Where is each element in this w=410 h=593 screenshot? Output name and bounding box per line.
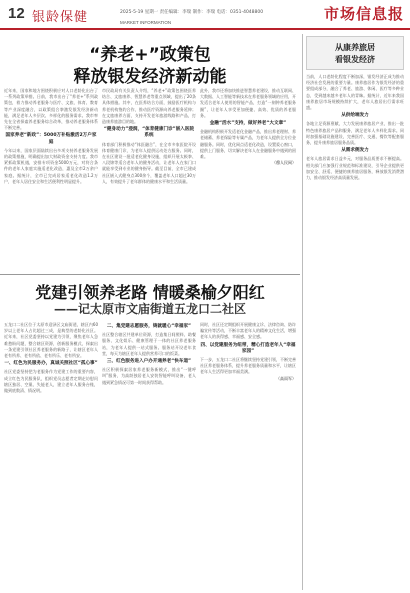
section-en: MARKET INFORMATION xyxy=(120,20,172,25)
story2-col3-text: 同时，社区还定期组织开展健康义诊、法律咨询、防诈骗宣传等活动，不断丰富老年人的精神文化生活，增强老年人的获得感、幸福感、安全感。 xyxy=(200,322,296,340)
story1-col1-subhead: 国家养老“新政”：5000万补贴激活2万户家庭 xyxy=(5,133,97,145)
story1-headline-line2: 释放银发经济新动能 xyxy=(73,67,227,87)
story-divider xyxy=(0,274,300,275)
story2-col3b-text: 下一步，五龙口二社区将继续坚持党建引领，不断完善社区养老服务体系，提升养老服务质量和水平，让辖区老年人生活得更加幸福美满。 xyxy=(200,357,296,375)
story1-col2 xyxy=(102,88,196,270)
story1-col1b-text: 今年以来，国家层面陆续出台多项支持养老服务发展的政策措施，明确提出加大财政资金支持力度。我市紧抓政策机遇，安排专项资金5000万元，对符合条件的老年人家庭实施适老化改造，惠及全市2万余户家庭。据统计，全市已完成居家适老化改造1.2万户，老年人居住安全和生活便利性明显提升。 xyxy=(4,147,98,184)
right-col-text: 当前，人口老龄化程度不断加深，银发经济正成为推动经济社会发展的重要力量。康养旅居作为银发经济的重要组成部分，融合了养老、旅游、休闲、医疗等多种业态，受到越来越多老年人的青睐。据统计，近年来我国康养旅居市场规模持续扩大，老年人旅居出行需求旺盛。 xyxy=(306,74,404,111)
story2-col2 xyxy=(102,322,196,588)
column-divider xyxy=(302,34,303,590)
story2-col1-subhead: 一、红色为民服务办，真诚关照社区“孤心事” xyxy=(4,361,98,367)
story2-col2-text: 社区整合辖区共建单位资源，打造集日间照料、助餐服务、文化娱乐、健康管理于一体的社区养老服务站，为老年人提供一站式服务。服务站开设老年食堂，每天为辖区老年人提供营养可口的饭菜。 xyxy=(102,332,196,356)
story1-col3b-text: 金融机构积极开发适老化金融产品，推出养老理财、养老储蓄、养老保险等专属产品，为老年人提供全方位金融服务。同时，优化网点适老化改造，设置爱心窗口，提供上门服务，切实解决老年人在金融服务中遇到的困难。 xyxy=(200,129,296,160)
story1-col1-text: 近年来，国家和地方围绕积极应对人口老龄化出台了一系列政策举措。日前，我市出台了“养老+”系列政策包，着力推动养老服务与医疗、文旅、体育、教育等产业深度融合，以政策组合拳激发银发经济新动能，满足老年人多层次、多样化的服务需求。我市率先在全省探索养老服务综合改革，推动养老服务体系不断完善。 xyxy=(4,88,98,131)
page-number: 12 xyxy=(8,5,25,22)
story2-col1b-text: 社区党委坚持把为老服务作为党建工作的重要内容，成立红色为民服务队，组织党员志愿者定期走访慰问辖区独居、空巢、失能老人，建立老年人服务台账，做到底数清、情况明。 xyxy=(4,369,98,394)
story1-byline: （穆人民网） xyxy=(272,160,296,166)
right-headline-line2: 看银发经济 xyxy=(335,55,375,64)
right-subhead-2: 从需求侧发力 xyxy=(341,148,369,154)
right-headline-line1: 从康养旅居 xyxy=(335,43,375,52)
story1-col2b-text: 体育部门积极推动“体医融合”，在全市多家医院开设体育健康门诊，为老年人提供运动处方服务。同时，在社区建设一批适老化健身设施，组织开展太极拳、八段锦等适合老年人的健身活动，让老年人在家门口就能享受到专业的健身指导。截至目前，全市已建成社区嵌入式健身点300余个，覆盖老年人口超过30万人，有效提升了老年群体的健康水平和生活质量。 xyxy=(102,141,196,184)
story2-col2b-text: 社区积极探索居家养老服务新模式，推出“一键呼叫”服务，为高龄独居老人安装智能呼叫设备，老人遇到紧急情况可第一时间获得帮助。 xyxy=(102,367,196,385)
story2-col1-text: 五龙口二社区位于太原市迎泽区文庙街道，辖区内60岁以上老年人占比超过三成，是典型的老龄化社区。近年来，社区党委坚持以党建为引领，聚焦老年人急难愁盼问题，整合辖区资源，创新服务模式，探索出一条党建引领社区养老服务的新路子，让辖区老年人老有所养、老有所依、老有所乐、老有所安。 xyxy=(4,322,98,359)
story1-col1 xyxy=(4,88,98,270)
right-headline-box xyxy=(306,36,404,70)
story1-col3 xyxy=(200,88,296,270)
masthead-logo: 市场信息报 xyxy=(323,5,404,23)
story2-col2-subhead2: 三、红色服务进入户办开通养老“快车道” xyxy=(106,359,192,365)
right-col-b-text: 各地立足资源禀赋，大力发展康养旅居产业，推出一批特色康养旅居产品和服务，满足老年人多样化需求。同时加强基础设施建设，完善医疗、交通、餐饮等配套服务，提升康养旅居服务品质。 xyxy=(306,121,404,146)
story1-col2-subhead: “健身动力”浸润，“体育健康门诊”嵌入医院系统 xyxy=(103,127,195,139)
right-col-c-text: 老年人旅居需求日益多元，对服务品质要求不断提高。相关部门应加强行业规范和标准建设，引导企业提供更加安全、舒适、便捷的康养旅居服务，释放银发消费潜力，推动银发经济高质量发展。 xyxy=(306,156,404,181)
right-column xyxy=(306,74,404,588)
story2-col2-subhead: 二、集党建志愿服务，铸就暖心“幸福家” xyxy=(106,324,192,329)
story2-byline: （高雨军） xyxy=(276,375,296,381)
story1-col2-text: 市民政局有关负责人介绍，“养老+”政策包围绕医养结合、文旅康养、智慧养老等重点领域，提出了20条具体措施。其中，在医养结合方面，鼓励医疗机构与养老机构签约合作，推动医疗资源向养老服务延伸；在文旅康养方面，支持开发老年旅游线路和产品，打造康养旅游目的地。 xyxy=(102,88,196,125)
story1-headline-line1: “养老+”政策包 xyxy=(89,45,211,65)
story2-headline: 党建引领养老路 情暖桑榆夕阳红 xyxy=(35,283,265,302)
story2-col1 xyxy=(4,322,98,588)
issue-meta: 2025-5-19 星期一 责任编辑：李瑞 制作：李瑞 电话：0351-4048800 xyxy=(120,10,264,15)
story1-col3-subhead: 金融“活水”支持，做好养老“大文章” xyxy=(209,121,287,127)
story2-col3-subhead: 四、以党建服务为纽带，精心打造老年人“幸福家园” xyxy=(200,342,296,354)
section-title: 银龄保健 xyxy=(32,10,89,25)
page-header xyxy=(0,0,410,30)
right-subhead-1: 从供给端发力 xyxy=(341,113,369,119)
story2-col3 xyxy=(200,322,296,588)
story2-subheadline: ——记太原市文庙街道五龙口二社区 xyxy=(53,302,246,316)
story1-col3-text: 此外，我市还将加快推进智慧养老建设，推动互联网、大数据、人工智能等新技术在养老服务领域的应用，开发适合老年人使用的智能产品，打造“一刻钟养老服务圈”，让老年人享受更加便捷、高效、优质的养老服务。 xyxy=(200,88,296,118)
